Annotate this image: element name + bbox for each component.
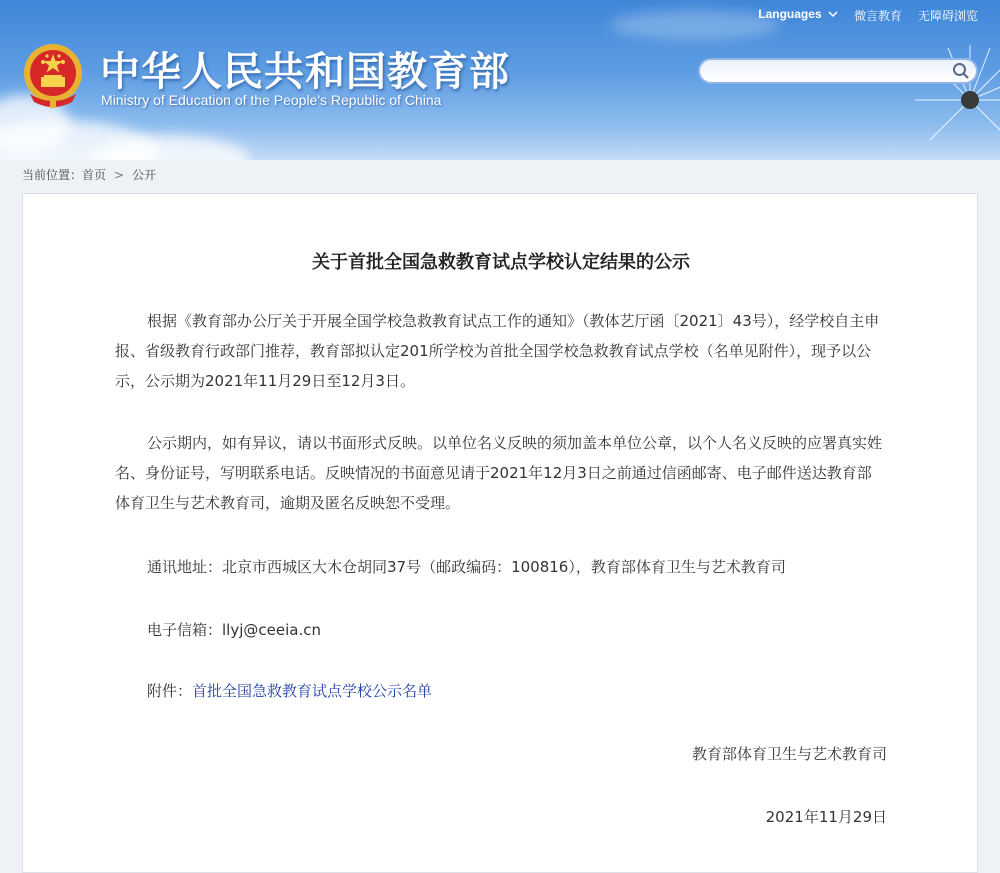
- article-paragraph-2: 公示期内，如有异议，请以书面形式反映。以单位名义反映的须加盖本单位公章，以个人名义反映的应署真实姓名、身份证号，写明联系电话。反映情况的书面意见请于2021年12月3日之前通过信函邮寄、电子邮件送达教育部体育卫生与艺术教育司，逾期及匿名反映恕不受理。: [115, 434, 883, 512]
- breadcrumb-separator: >: [114, 168, 125, 182]
- chevron-down-icon: [828, 10, 838, 18]
- breadcrumb-prefix: 当前位置：: [22, 168, 83, 182]
- article-title: 关于首批全国急救教育试点学校认定结果的公示: [312, 252, 690, 273]
- search-box: [698, 58, 978, 84]
- top-links: [758, 7, 978, 24]
- breadcrumb: [22, 166, 156, 183]
- search-input[interactable]: [710, 62, 950, 82]
- attachment-label: 附件：: [147, 682, 193, 700]
- weiyan-link[interactable]: 微言教育: [853, 9, 902, 23]
- article-paragraph-1: 根据《教育部办公厅关于开展全国学校急救教育试点工作的通知》（教体艺厅函〔2021〕43号），经学校自主申报、省级教育行政部门推荐，教育部拟认定201所学校为首批全国学校急救教育试点学校（名单见附件），现予以公示，公示期为2021年11月29日至12月3日。: [115, 312, 880, 390]
- article-address: 通讯地址：北京市西城区大木仓胡同37号（邮政编码：100816），教育部体育卫生与艺术教育司: [147, 558, 786, 576]
- languages-label: Languages: [758, 7, 822, 21]
- article-date: 2021年11月29日: [765, 808, 887, 826]
- languages-dropdown[interactable]: [758, 7, 838, 24]
- attachment-link[interactable]: 首批全国急救教育试点学校公示名单: [192, 682, 433, 700]
- site-title[interactable]: 中华人民共和国教育部: [100, 49, 510, 95]
- site-header: [0, 0, 1000, 160]
- search-icon[interactable]: [952, 62, 970, 80]
- article-attachment: [115, 676, 885, 706]
- breadcrumb-current-link[interactable]: 公开: [132, 168, 157, 182]
- national-emblem-icon: [22, 42, 84, 110]
- article-signature: 教育部体育卫生与艺术教育司: [691, 745, 887, 763]
- article-email: 电子信箱：llyj@ceeia.cn: [147, 621, 321, 639]
- cloud-decoration: [610, 10, 780, 40]
- article-card: [22, 193, 978, 873]
- breadcrumb-home-link[interactable]: 首页: [82, 168, 107, 182]
- site-title-english: Ministry of Education of the People's Republic of China: [101, 92, 442, 108]
- accessible-browse-link[interactable]: 无障碍浏览: [917, 9, 978, 23]
